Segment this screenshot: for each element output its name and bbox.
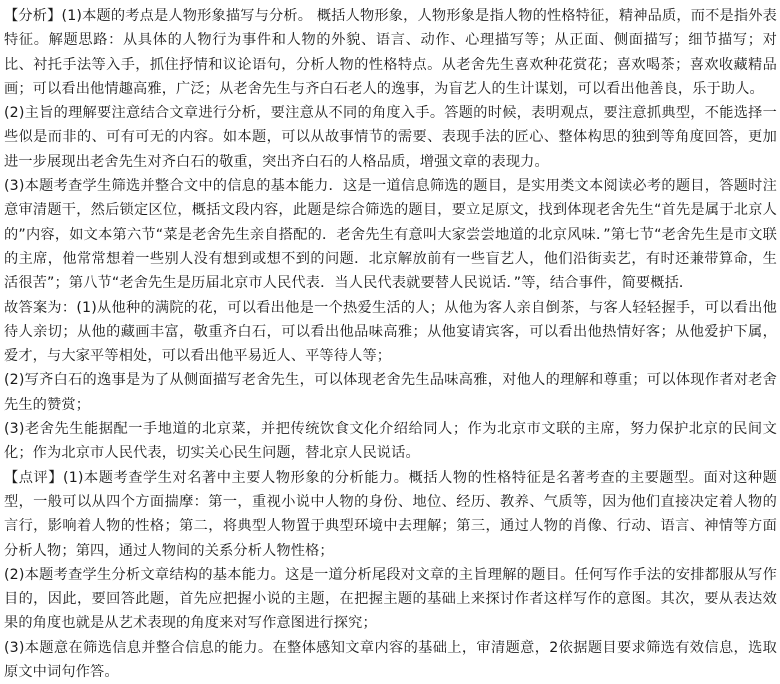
analysis-paragraph-2: (2)主旨的理解要注意结合文章进行分析，要注意从不同的角度入手。答题的时候，表明观点，要注意抓典型，不能选择一些似是而非的、可有可无的内容。如本题，可以从故事情节的需要、表现手法的匠心、整体构思的独到等角度回答，更加进一步展现出老舍先生对齐白石的敬重，突出齐白石的人格品质，增强文章的表现力。 [4,105,777,170]
comment-section [4,466,777,684]
analysis-section [4,4,777,296]
comment-paragraph-2: (2)本题考查学生分析文章结构的基本能力。这是一道分析尾段对文章的主旨理解的题目。任何写作手法的安排都服从写作目的，因此，要回答此题，首先应把握小说的主题，在把握主题的基础上来探讨作者这样写作的意图。其次，要从表达效果的角度也就是从艺术表现的角度来对写作意图进行探究； [4,566,777,632]
answer-paragraph-3: (3)老舍先生能据配一手地道的北京菜，并把传统饮食文化介绍给同人；作为北京市文联的主席，努力保护北京的民间文化；作为北京市人民代表，切实关心民生问题，替北京人民说话。 [4,421,777,462]
comment-paragraph-3: (3)本题意在筛选信息并整合信息的能力。在整体感知文章内容的基础上，审清题意，2依据题目要求筛选有效信息，选取原文中词句作答。 [4,639,777,681]
analysis-paragraph-1: 【分析】(1)本题的考点是人物形象描写与分析。 概括人物形象，人物形象是指人物的性格特征，精神品质，而不是指外表特征。解题思路：从具体的人物行为事件和人物的外貌、语言、动作、心理描写等；从正面、侧面描写；细节描写；对比、衬托手法等入手，抓住抒情和议论语句，分析人物的性格特点。从老舍先生喜欢种花赏花；喜欢喝茶；喜欢收藏精品画；可以看出他情趣高雅，广泛；从老舍先生与齐白石老人的逸事，为盲艺人的生计谋划，可以看出他善良，乐于助人。 [4,8,777,97]
answer-paragraph-2: (2)写齐白石的逸事是为了从侧面描写老舍先生，可以体现老舍先生品味高雅，对他人的理解和尊重；可以体现作者对老舍先生的赞赏； [4,372,777,413]
analysis-paragraph-3: (3)本题考查学生筛选并整合文中的信息的基本能力．这是一道信息筛选的题目，是实用类文本阅读必考的题目，答题时注意审清题干，然后锁定区位，概括文段内容，此题是综合筛选的题目，要立足原文，找到体现老舍先生“首先是属于北京人的”内容，如文本第六节“菜是老舍先生亲自搭配的．老舍先生有意叫大家尝尝地道的北京风味．”第七节“老舍先生是市文联的主席，他常常想着一些别人没有想到或想不到的问题．北京解放前有一些盲艺人，他们沿街卖艺，有时还兼带算命，生活很苦”；第八节“老舍先生是历届北京市人民代表．当人民代表就要替人民说话．”等，结合事件，简要概括． [4,178,777,292]
answer-section [4,296,777,466]
answer-paragraph-1: 故答案为：(1)从他种的满院的花，可以看出他是一个热爱生活的人；从他为客人亲自倒茶，与客人轻轻握手，可以看出他待人亲切；从他的藏画丰富，敬重齐白石，可以看出他品味高雅；从他宴请宾客，可以看出他热情好客；从他爱护下属，爱才，与大家平等相处，可以看出他平易近人、平等待人等； [4,299,777,365]
comment-paragraph-1: 【点评】(1)本题考查学生对名著中主要人物形象的分析能力。概括人物的性格特征是名著考查的主要题型。面对这种题型，一般可以从四个方面揣摩：第一，重视小说中人物的身份、地位、经历、教养、气质等，因为他们直接决定着人物的言行，影响着人物的性格；第二，将典型人物置于典型环境中去理解；第三，通过人物的肖像、行动、语言、神情等方面分析人物；第四，通过人物间的关系分析人物性格； [4,469,777,559]
